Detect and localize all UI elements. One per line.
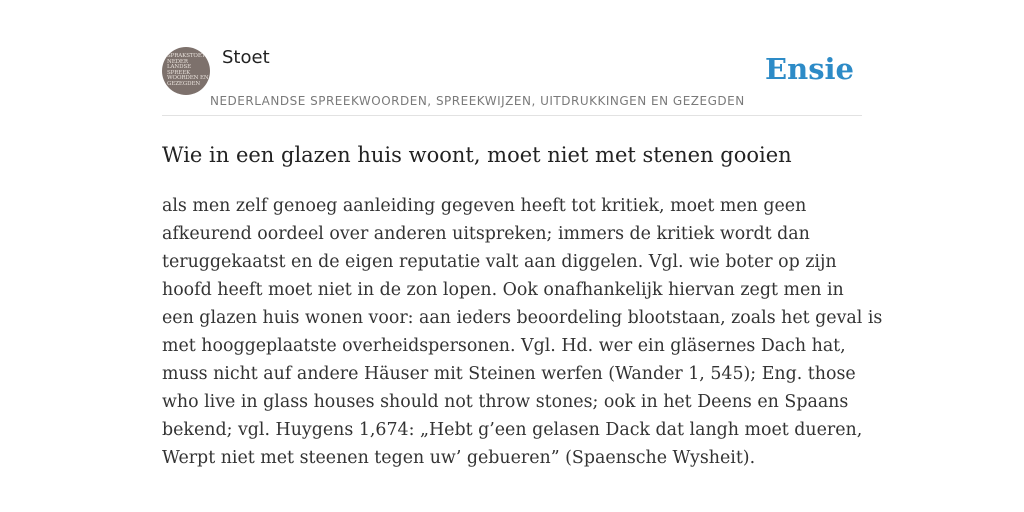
avatar-text: LANDSE	[167, 64, 192, 71]
definition-line: muss nicht auf andere Häuser mit Steinen werfen (Wander 1, 545); Eng. those	[162, 364, 856, 384]
avatar-text: SPREEK	[167, 69, 191, 76]
entry-definition	[162, 192, 883, 472]
definition-line: als men zelf genoeg aanleiding gegeven heeft tot kritiek, moet men geen	[162, 196, 807, 216]
header-divider	[162, 115, 862, 116]
avatar-text: NEDER	[167, 58, 188, 65]
definition-line: hoofd heeft moet niet in de zon lopen. Ook onafhankelijk hiervan zegt men in	[162, 280, 844, 300]
definition-line: afkeurend oordeel over anderen uitspreken; immers de kritiek wordt dan	[162, 224, 810, 244]
brand-logo[interactable]: Ensie	[765, 52, 854, 86]
definition-line: bekend; vgl. Huygens 1,674: „Hebt g’een gelasen Dack dat langh moet dueren,	[162, 420, 863, 440]
collection-subtitle[interactable]: NEDERLANDSE SPREEKWOORDEN, SPREEKWIJZEN, UITDRUKKINGEN EN GEZEGDEN	[210, 94, 745, 108]
avatar-text: WOORDEN EN	[167, 75, 209, 82]
definition-line: teruggekaatst en de eigen reputatie valt aan diggelen. Vgl. wie boter op zijn	[162, 252, 837, 272]
avatar-text: GEZEGDEN	[167, 80, 201, 87]
author-name-link[interactable]: Stoet	[222, 47, 270, 68]
entry-title: Wie in een glazen huis woont, moet niet met stenen gooien	[162, 143, 792, 167]
definition-line: who live in glass houses should not throw stones; ook in het Deens en Spaans	[162, 392, 849, 412]
definition-line: met hooggeplaatste overheidspersonen. Vgl. Hd. wer ein gläsernes Dach hat,	[162, 336, 846, 356]
definition-line: Werpt niet met steenen tegen uw’ gebueren” (Spaensche Wysheit).	[162, 448, 756, 468]
avatar-text: SPRAKSTOET	[167, 53, 206, 59]
author-avatar[interactable]	[162, 47, 210, 95]
definition-line: een glazen huis wonen voor: aan ieders beoordeling blootstaan, zoals het geval is	[162, 308, 883, 328]
